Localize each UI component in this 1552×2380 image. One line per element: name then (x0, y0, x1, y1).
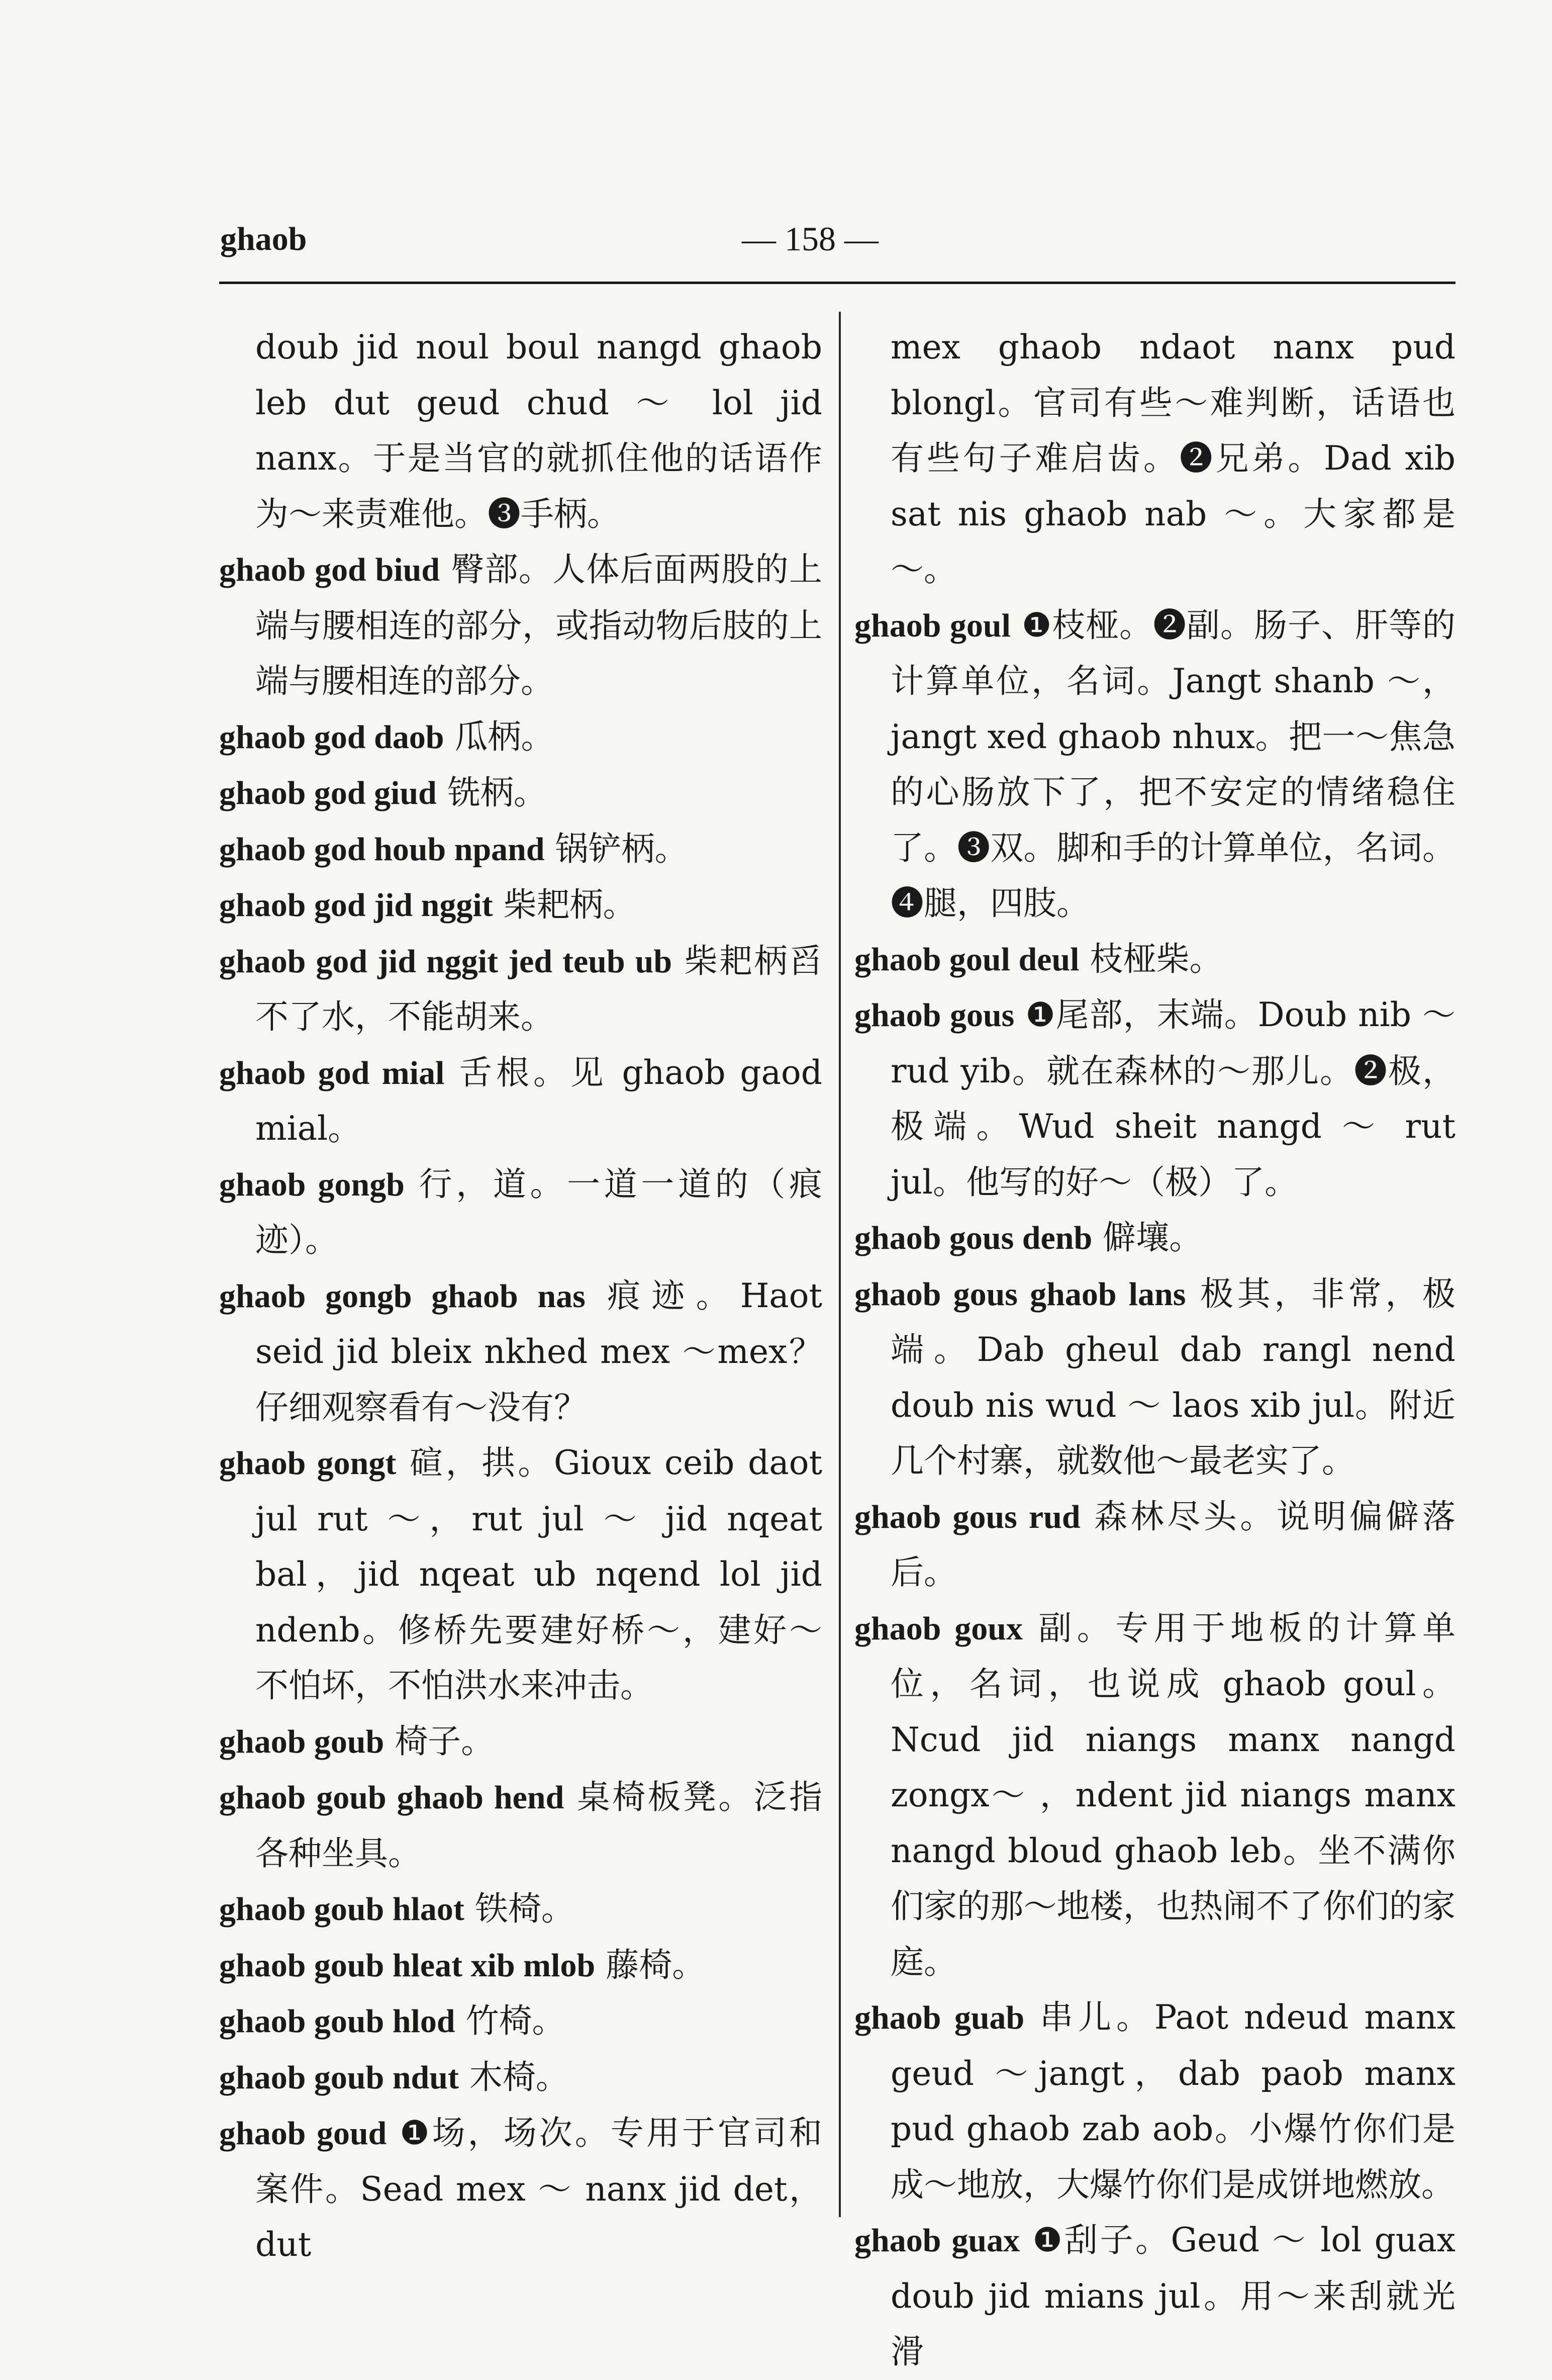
entry-text: 碹，拱。Gioux ceib daot jul rut ～，rut jul ～ jid nqeat bal，jid nqeat ub nqend lol jid ndenb。修桥先要建好桥～，建好～不怕坏，不怕洪水来冲击。 (255, 1443, 822, 1705)
entry-headword: ghaob goub hleat xib mlob (219, 1947, 596, 1984)
entry (219, 1157, 822, 1268)
entry (219, 2106, 822, 2273)
entry-headword: ghaob god houb npand (219, 831, 545, 868)
entry (219, 877, 822, 934)
entry (219, 709, 822, 766)
entry (219, 821, 822, 878)
entry (854, 598, 1456, 932)
entry-text: 行，道。一道一道的（痕迹）。 (255, 1164, 822, 1259)
entry-headword: ghaob god jid nggit jed teub ub (219, 943, 672, 980)
entry-headword: ghaob gongt (219, 1445, 397, 1482)
entry-headword: ghaob gous ghaob lans (854, 1275, 1186, 1313)
entry-headword: ghaob god giud (219, 775, 437, 811)
entry-headword: ghaob goul deul (854, 941, 1080, 978)
page-number: — 158 — (742, 220, 879, 258)
entry-headword: ghaob goud (219, 2115, 387, 2152)
entry-headword: ghaob goub hlaot (219, 1891, 464, 1928)
entry (854, 1489, 1456, 1601)
entry-headword: ghaob goux (854, 1610, 1023, 1647)
entry-headword: ghaob gongb (219, 1166, 405, 1203)
entry-text: 枝桠柴。 (1090, 939, 1223, 978)
entry-headword: ghaob goub ghaob hend (219, 1779, 564, 1816)
entry-text: ❶枝桠。❷副。肠子、肝等的计算单位，名词。Jangt shanb ～，jangt xed ghaob nhux。把一～焦急的心肠放下了，把不安定的情绪稳住了。❸双。脚和手的计算单位，名词。❹腿，四肢。 (891, 605, 1456, 923)
entry-text: ❶场，场次。专用于官司和案件。Sead mex ～ nanx jid det，dut (255, 2114, 823, 2264)
entry-text: 舌根。见 ghaob gaod mial。 (255, 1053, 822, 1148)
entry (854, 1266, 1456, 1489)
header-rule (219, 282, 1456, 284)
entry (854, 1601, 1456, 1990)
entry (854, 987, 1456, 1210)
entry-text: 锅铲柄。 (555, 829, 688, 868)
entry (854, 2213, 1456, 2380)
entry-text: 椅子。 (395, 1721, 495, 1761)
entry-text: 木椅。 (469, 2057, 569, 2096)
entry (219, 1268, 822, 1436)
entry-text: 竹椅。 (465, 2001, 565, 2040)
entry-text: 柴耙柄。 (503, 885, 636, 924)
entry-text: 铁椅。 (474, 1889, 574, 1928)
entry-text: 僻壤。 (1103, 1218, 1203, 1257)
entry-headword: ghaob god mial (219, 1054, 445, 1091)
entry-text: 极其，非常，极端。Dab gheul dab rangl nend doub nis wud ～ laos xib jul。附近几个村寨，就数他～最老实了。 (891, 1274, 1456, 1480)
entry-text: 副。专用于地板的计算单位，名词，也说成 ghaob goul。Ncud jid niangs manx nangd zongx～ ，ndent jid niangs manx nangd bloud ghaob leb。坐不满你们家的那～地楼，也热闹不了你们的家庭。 (891, 1608, 1456, 1981)
entry-continuation (854, 320, 1456, 598)
entry-text: 瓜柄。 (454, 717, 554, 756)
entry-text: 藤椅。 (606, 1945, 706, 1984)
entry (219, 2050, 822, 2106)
entry (219, 765, 822, 821)
entry (219, 1045, 822, 1157)
column-divider (839, 312, 841, 2217)
entry (854, 932, 1456, 988)
entry-text: 串儿。Paot ndeud manx geud ～jangt，dab paob manx pud ghaob zab aob。小爆竹你们是成～地放，大爆竹你们是成饼地燃放。 (891, 1998, 1456, 2204)
entry-continuation (219, 320, 822, 542)
entry-text: ❶刮子。Geud ～ lol guax doub jid mians jul。用～来刮就光滑 (891, 2221, 1456, 2371)
entry-text: ❶尾部，末端。Doub nib ～ rud yib。就在森林的～那儿。❷极，极端。Wud sheit nangd ～ rut jul。他写的好～（极）了。 (891, 995, 1456, 1202)
entry (219, 1714, 822, 1770)
entry-text: 柴耙柄舀不了水，不能胡来。 (255, 941, 823, 1036)
entry (219, 934, 822, 1045)
entry (219, 1993, 822, 2050)
entry-headword: ghaob god jid nggit (219, 887, 493, 924)
entry (219, 1881, 822, 1938)
entry-text: mex ghaob ndaot nanx pud blongl。官司有些～难判断，话语也有些句子难启齿。❷兄弟。Dad xib sat nis ghaob nab ～。大家都是～。 (891, 328, 1456, 589)
right-column (854, 320, 1456, 2380)
entry-headword: ghaob guax (854, 2222, 1020, 2259)
entry-headword: ghaob gous rud (854, 1498, 1081, 1535)
entry-text: 痕迹。Haot seid jid bleix nkhed mex ～mex？仔细观察看有～没有？ (255, 1276, 822, 1427)
entry-text: 森林尽头。说明偏僻落后。 (891, 1497, 1456, 1592)
entry-text: 铣柄。 (447, 773, 547, 812)
entry-text: doub jid noul boul nangd ghaob leb dut geud chud ～ lol jid nanx。于是当官的就抓住他的话语作为～来责难他。❸手柄。 (255, 328, 822, 533)
entry-headword: ghaob goub hlod (219, 2003, 455, 2040)
entry (219, 1435, 822, 1714)
entry (219, 542, 822, 709)
entry-text: 臀部。人体后面两股的上端与腰相连的部分，或指动物后肢的上端与腰相连的部分。 (255, 550, 823, 700)
entry-headword: ghaob goub ndut (219, 2059, 459, 2096)
entry-headword: ghaob god daob (219, 718, 444, 756)
entry-headword: ghaob guab (854, 1999, 1025, 2036)
entry (219, 1938, 822, 1994)
guide-word: ghaob (220, 221, 307, 257)
entry-headword: ghaob god biud (219, 552, 440, 588)
entry (219, 1770, 822, 1881)
entry-text: 桌椅板凳。泛指各种坐具。 (255, 1778, 823, 1873)
entry-headword: ghaob gous (854, 997, 1015, 1034)
entry-headword: ghaob goul (854, 607, 1011, 644)
entry (854, 1210, 1456, 1266)
entry-headword: ghaob gous denb (854, 1220, 1093, 1256)
entry-headword: ghaob gongb ghaob nas (219, 1277, 586, 1315)
entry (854, 1990, 1456, 2213)
entry-headword: ghaob goub (219, 1723, 384, 1760)
left-column (219, 320, 822, 2273)
